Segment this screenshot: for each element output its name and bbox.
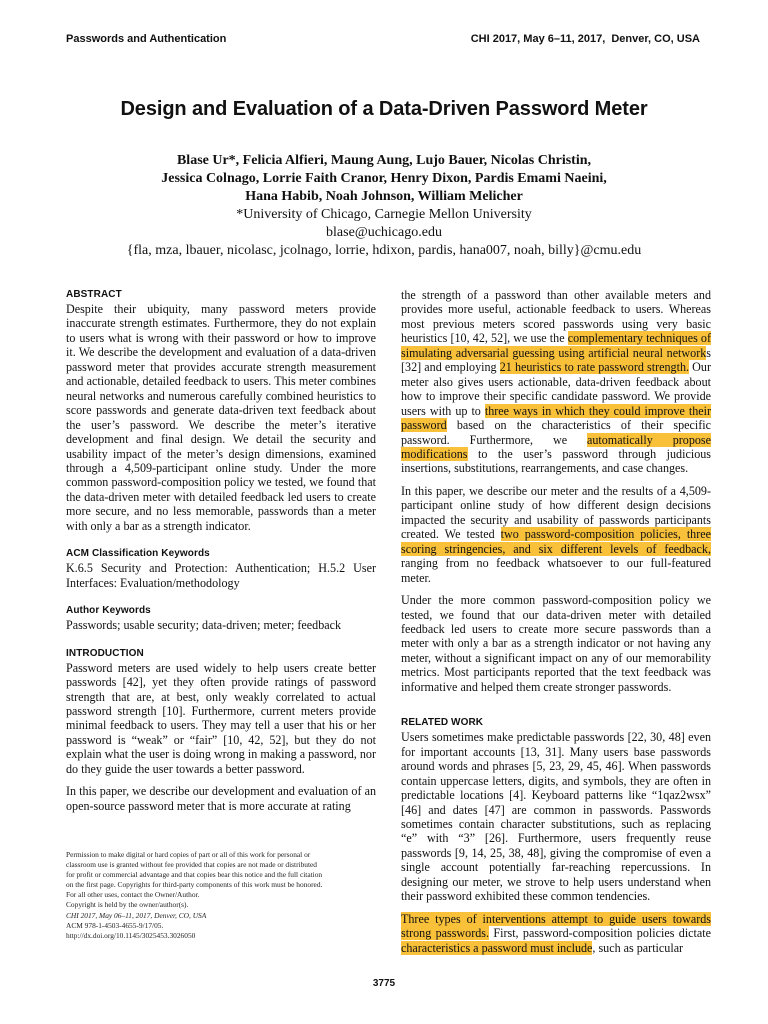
abstract-heading: ABSTRACT	[66, 289, 122, 300]
highlight: 21 heuristics to rate password strength.	[499, 360, 690, 375]
highlight: two password-composition policies, three scoring stringencies, and six different levels of feedback,	[401, 527, 711, 556]
abstract-text: Despite their ubiquity, many password meters provide inaccurate strength estimates. Furthermore, they do not explain to users what is wrong with their password or how to improve it. We describe the development and evaluation of a data-driven password meter that provides accurate strength measurement and actionable, detailed feedback to users. This meter combines neural networks and numerous carefully combined heuristics to score passwords and generate data-driven text feedback about the user’s password. We describe the meter’s iterative development and final design. We detail the security and usability impact of the meter’s design dimensions, examined through a 4,509-participant online study. Under the more common password-composition policy we tested, we found that the data-driven meter with detailed feedback led users to create more secure, and no less memorable, passwords than a meter with only a bar as a strength indicator.	[66, 302, 376, 533]
keywords-text: Passwords; usable security; data-driven; meter; feedback	[66, 618, 342, 633]
right-column	[401, 288, 711, 963]
related-work-heading: RELATED WORK	[401, 717, 484, 729]
highlight: three ways in which they could improve their password	[401, 403, 711, 433]
highlight: Three types of interventions attempt to guide users towards strong passwords.	[401, 911, 711, 941]
body-paragraph: the strength of a password than other available meters and provides more useful, actionable feedback to users. Whereas most previous meters scored passwords using very basic heuristics [10, 42, 52], we use the complementary techniques of simulating adversarial guessing using artificial neural networks [32] and employing 21 heuristics to rate password strength. Our meter also gives users actionable, data-driven feedback about how to improve their specific candidate password. We provide users with up to three ways in which they could improve their password based on the characteristics of their specific password. Furthermore, we automatically propose modifications to the user’s password through judicious insertions, substitutions, rearrangements, and case changes.	[401, 288, 712, 476]
permission-line: ACM 978-1-4503-4655-9/17/05.	[66, 920, 164, 930]
author-line: Blase Ur*, Felicia Alfieri, Maung Aung, Lujo Bauer, Nicolas Christin,	[176, 153, 592, 168]
author-line: Hana Habib, Noah Johnson, William Melicher	[245, 189, 523, 204]
author-line: Jessica Colnago, Lorrie Faith Cranor, Henry Dixon, Pardis Emami Naeini,	[161, 171, 607, 186]
intro-paragraph: In this paper, we describe our development and evaluation of an open-source password meter that is more accurate at rating	[66, 784, 376, 813]
left-column	[66, 288, 376, 821]
permission-line: Permission to make digital or hard copies of part or all of this work for personal or	[66, 850, 311, 859]
permission-line: Copyright is held by the owner/author(s).	[66, 900, 189, 910]
affiliation-line: *University of Chicago, Carnegie Mellon University	[236, 207, 532, 222]
acm-text: K.6.5 Security and Protection: Authentication; H.5.2 User Interfaces: Evaluation/methodology	[66, 561, 376, 590]
intro-paragraph: Password meters are used widely to help users create better passwords [42], yet they often provide ratings of password strength that are, at best, only weakly correlated to actual password strength [10]. Furthermore, current meters provide minimal feedback to users. They may tell a user that his or her password is “weak” or “fair” [10, 42, 52], but they do not explain what the user is doing wrong in making a password, nor do they guide the user towards a better password.	[66, 660, 376, 776]
body-paragraph: Under the more common password-composition policy we tested, we found that our data-driven meter with detailed feedback led users to create more secure passwords than a meter with only a bar as a strength indicator or not having any meter, without a significant impact on any of our memorability metrics. Most participants reported that the text feedback was informative and helped them create stronger passwords.	[401, 593, 711, 694]
keywords-heading: Author Keywords	[66, 605, 151, 617]
author-block	[0, 152, 768, 260]
permission-line: classroom use is granted without fee provided that copies are not made or distributed	[66, 860, 318, 870]
body-paragraph: Users sometimes make predictable passwords [22, 30, 48] even for important accounts [13, 31]. Many users base passwords around words and phrases [5, 23, 29, 45, 46]. When passwords contain uppercase letters, digits, and symbols, they are often in predictable locations [4]. Keyboard patterns like “1qaz2wsx” [46] and dates [47] are common in passwords. Passwords sometimes contain character substitutions, such as replacing “e” with “3” [26]. Furthermore, users frequently reuse passwords [9, 14, 25, 38, 48], giving the compromise of even a single account potentially far-reaching repercussions. In designing our meter, we strove to help users understand when their password exhibited these common tendencies.	[401, 730, 711, 904]
paper-title: Design and Evaluation of a Data-Driven Password Meter	[120, 98, 648, 120]
email-line: {fla, mza, lbauer, nicolasc, jcolnago, lorrie, hdixon, pardis, hana007, noah, billy}@cmu.edu	[126, 243, 642, 258]
running-header-venue: CHI 2017, May 6–11, 2017, Denver, CO, USA	[470, 33, 700, 45]
highlight: complementary techniques of simulating adversarial guessing using artificial neural network	[401, 331, 712, 360]
permission-notice	[66, 850, 376, 941]
highlight: automatically propose modifications	[401, 432, 711, 461]
acm-heading: ACM Classification Keywords	[66, 548, 210, 560]
permission-line: on the first page. Copyrights for third-party components of this work must be honored.	[66, 880, 323, 890]
introduction-heading: INTRODUCTION	[66, 647, 144, 659]
running-header-section: Passwords and Authentication	[66, 33, 227, 45]
body-paragraph: In this paper, we describe our meter and the results of a 4,509-participant online study of how different design decisions impacted the security and usability of passwords participants created. We tested two password-composition policies, three scoring stringencies, and six different levels of feedback, ranging from no feedback whatsoever to our full-featured meter.	[401, 483, 711, 585]
permission-line: http://dx.doi.org/10.1145/3025453.3026050	[66, 930, 196, 940]
email-line: blase@uchicago.edu	[326, 225, 442, 240]
permission-line: CHI 2017, May 06–11, 2017, Denver, CO, USA	[66, 910, 207, 920]
body-paragraph: Three types of interventions attempt to guide users towards strong passwords. First, password-composition policies dictate characteristics a password must include, such as particular	[401, 911, 712, 955]
permission-line: for profit or commercial advantage and that copies bear this notice and the full citation	[66, 870, 323, 880]
permission-line: For all other uses, contact the Owner/Author.	[66, 890, 200, 900]
highlight: characteristics a password must include	[401, 940, 593, 955]
page-number: 3775	[372, 978, 396, 989]
